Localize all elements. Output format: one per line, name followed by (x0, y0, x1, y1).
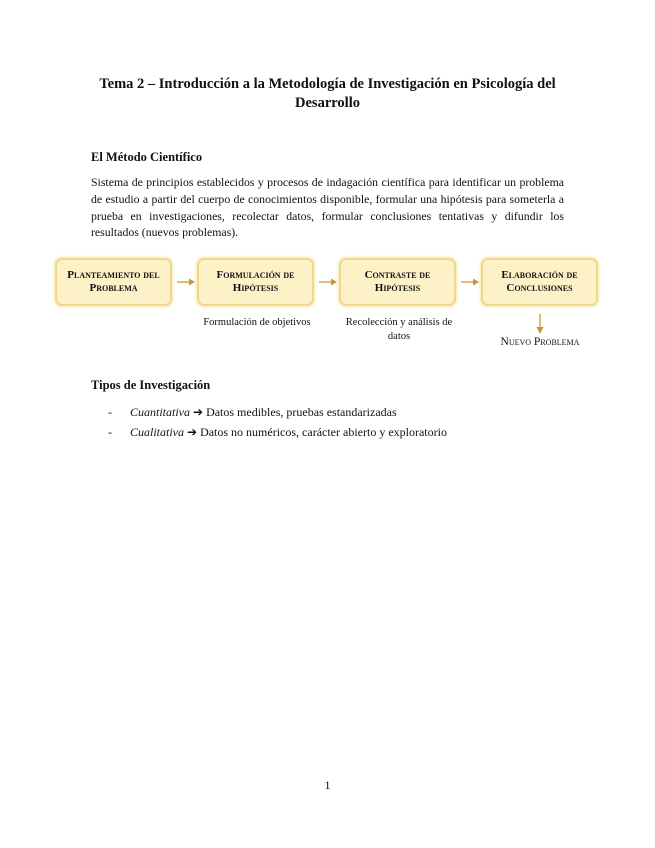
list-term: Cualitativa (130, 425, 184, 439)
right-arrow-icon: ➔ (193, 405, 204, 419)
list-item (108, 424, 447, 440)
flow-step-contraste: Contraste de Hipótesis (339, 258, 456, 306)
page-number: 1 (324, 778, 331, 792)
list-item (108, 404, 397, 420)
arrow-right-icon (176, 275, 196, 289)
flow-step-elaboracion: Elaboración de Conclusiones (481, 258, 598, 306)
list-term: Cuantitativa (130, 405, 190, 419)
flow-step-planteamiento: Planteamiento del Problema (55, 258, 172, 306)
list-dash: - (108, 425, 112, 439)
arrow-right-icon (318, 275, 338, 289)
section-heading-metodo: El Método Científico (91, 150, 203, 164)
list-desc: Datos medibles, pruebas estandarizadas (206, 405, 397, 419)
sub-label-recoleccion: Recolección y análisis de datos (345, 317, 453, 342)
arrow-right-icon (460, 275, 480, 289)
right-arrow-icon: ➔ (187, 425, 198, 439)
list-dash: - (108, 405, 112, 419)
nuevo-problema-label: Nuevo Problema (500, 336, 580, 348)
section-paragraph: Sistema de principios establecidos y procesos de indagación científica para identificar un problema de estudio a partir del cuerpo de conocimientos disponible, formular una hipótesis para someterla a prueba en investigaciones, recolectar datos, formular conclusiones tentativas y difundir los resultados (nuevos problemas). (91, 175, 564, 240)
document-title: Tema 2 – Introducción a la Metodología de Investigación en Psicología del Desarrollo (99, 76, 556, 111)
arrow-down-icon (534, 313, 546, 335)
flow-step-formulacion: Formulación de Hipótesis (197, 258, 314, 306)
sub-label-objetivos: Formulación de objetivos (203, 317, 311, 328)
section-heading-tipos: Tipos de Investigación (91, 378, 211, 392)
list-desc: Datos no numéricos, carácter abierto y exploratorio (200, 425, 447, 439)
